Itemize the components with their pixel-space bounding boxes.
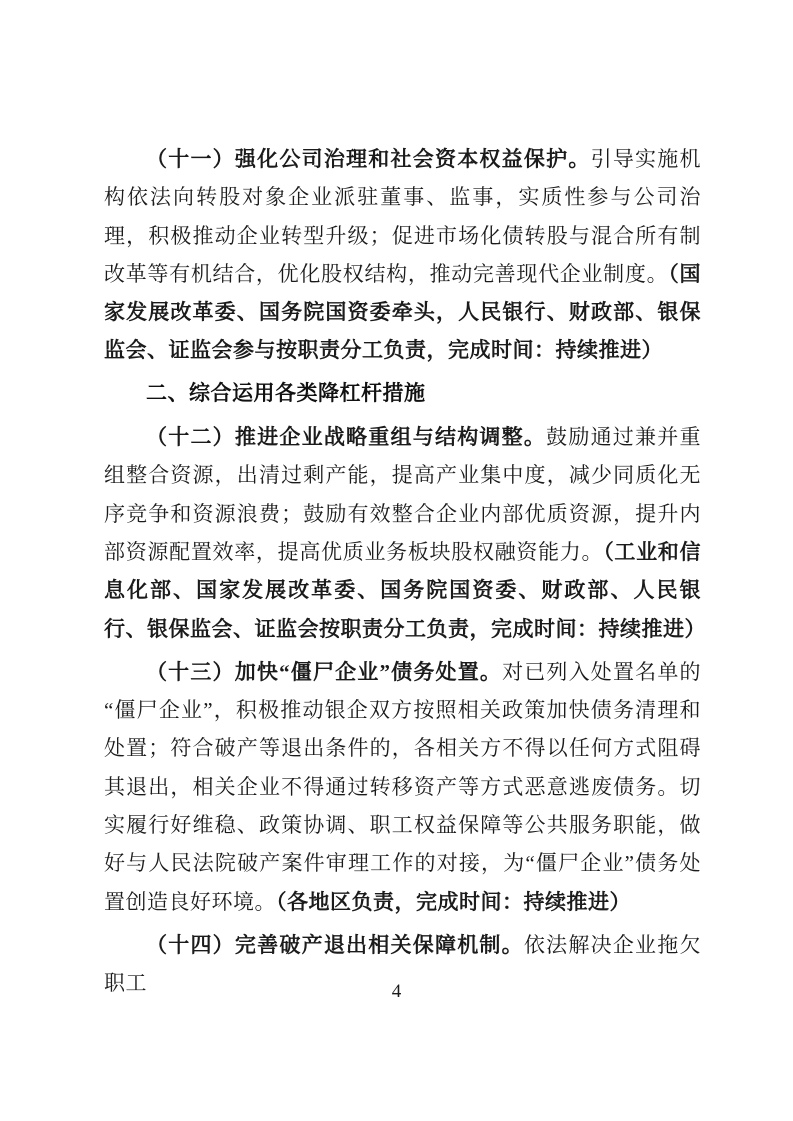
paragraph-attribution: （各地区负责，完成时间：持续推进） [276, 889, 631, 914]
document-body [104, 140, 706, 1003]
document-paragraph [104, 653, 701, 921]
paragraph-body-text: 依法解决企业拖欠职工 [104, 932, 702, 996]
section-heading: 二、综合运用各类降杠杆措施 [146, 381, 426, 405]
document-paragraph [104, 418, 706, 648]
page-number: 4 [391, 981, 402, 1002]
paragraph-lead-sentence: （十三）加快“僵尸企业”债务处置。 [146, 659, 503, 684]
paragraph-lead-sentence: （十二）推进企业战略重组与结构调整。 [146, 425, 547, 450]
paragraph-lead-sentence: （十一）强化公司治理和社会资本权益保护。 [146, 147, 591, 171]
paragraph-body-text: 鼓励通过兼并重组整合资源，出清过剩产能，提高产业集中度，减少同质化无序竞争和资源浪费；鼓励有效整合企业内部优质资源，提升内部资源配置效率，提高优质业务板块股权融资能力。 [104, 425, 701, 564]
paragraph-attribution: （国家发展改革委、国务院国资委牵头，人民银行、财政部、银保监会、证监会参与按职责分工负责，完成时间：持续推进） [104, 261, 702, 363]
paragraph-body-text: 对已列入处置名单的“僵尸企业”，积极推动银企双方按照相关政策加快债务清理和处置；符合破产等退出条件的，各相关方不得以任何方式阻碍其退出，相关企业不得通过转移资产等方式恶意逃废债务。切实履行好维稳、政策协调、职工权益保障等公共服务职能，做好与人民法院破产案件审理工作的对接，为“僵尸企业”债务处置创造良好环境。 [104, 659, 702, 914]
paragraph-lead-sentence: （十四）完善破产退出相关保障机制。 [146, 932, 524, 957]
document-paragraph [104, 140, 701, 370]
paragraph-attribution: （工业和信息化部、国家发展改革委、国务院国资委、财政部、人民银行、银保监会、证监会按职责分工负责，完成时间：持续推进） [104, 539, 706, 641]
paragraph-body-text: 引导实施机构依法向转股对象企业派驻董事、监事，实质性参与公司治理，积极推动企业转型升级；促进市场化债转股与混合所有制改革等有机结合，优化股权结构，推动完善现代企业制度。 [104, 147, 702, 286]
